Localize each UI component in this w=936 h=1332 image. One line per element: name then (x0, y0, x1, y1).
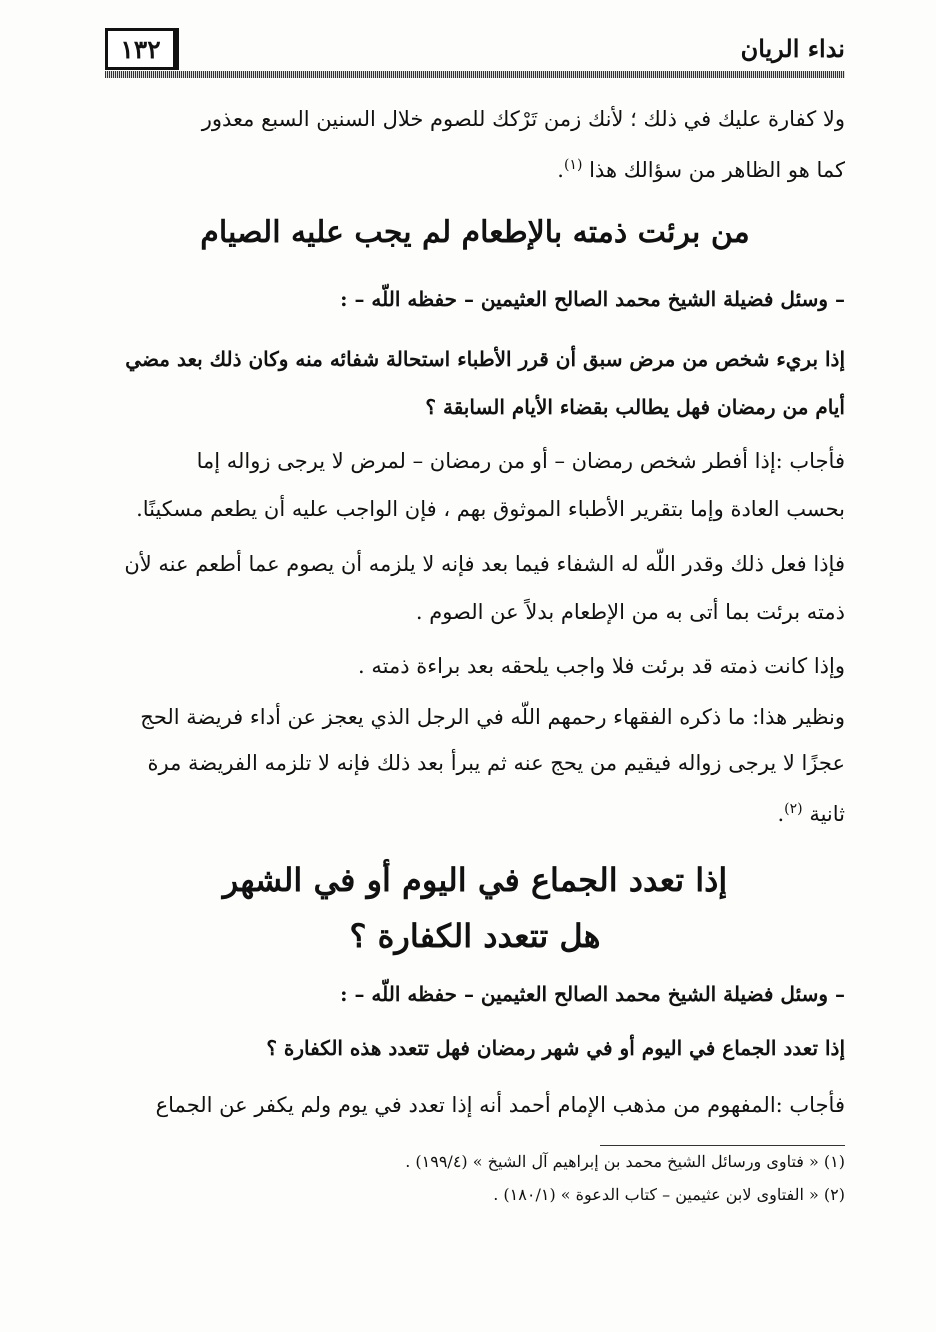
title-line: هل تتعدد الكفارة ؟ (349, 917, 601, 955)
paragraph (105, 694, 845, 832)
paragraph: وإذا كانت ذمته قد برئت فلا واجب يلحقه بعد براءة ذمته . (358, 654, 845, 678)
page-number: ١٣٢ (105, 28, 179, 70)
footnote-rule (600, 1145, 845, 1146)
text-line: كما هو الظاهر من سؤالك هذا $^{(١)}$. (557, 157, 845, 182)
question-text (105, 335, 845, 431)
question-intro: – وسئل فضيلة الشيخ محمد الصالح العثيمين – حفظه اللّه – : (340, 982, 845, 1006)
text-line: ونظير هذا: ما ذكره الفقهاء رحمهم اللّه في الرجل الذي يعجز عن أداء فريضة الحج (140, 705, 845, 729)
intro-paragraph (105, 96, 845, 188)
text-line: ذمته برئت بما أتى به من الإطعام بدلاً عن الصوم . (415, 600, 845, 624)
title-line: إذا تعدد الجماع في اليوم أو في الشهر (222, 861, 728, 899)
question-intro: – وسئل فضيلة الشيخ محمد الصالح العثيمين – حفظه اللّه – : (340, 287, 845, 311)
text-line: إذا بريء شخص من مرض سبق أن قرر الأطباء استحالة شفائه منه وكان ذلك بعد مضي (125, 347, 845, 371)
section-title (105, 852, 845, 964)
answer-paragraph: فأجاب :المفهوم من مذهب الإمام أحمد أنه إذا تعدد في يوم ولم يكفر عن الجماع (155, 1093, 845, 1117)
header-rule (105, 71, 845, 78)
text-line: أيام من رمضان فهل يطالب بقضاء الأيام السابقة ؟ (425, 395, 845, 419)
footnote-ref: (١) (563, 157, 583, 173)
running-title: نداء الريان (740, 34, 845, 63)
footnote: (١) « فتاوى ورسائل الشيخ محمد بن إبراهيم آل الشيخ » (١٩٩/٤) . (405, 1152, 845, 1171)
text-line: ولا كفارة عليك في ذلك ؛ لأنك زمن تَرْكك للصوم خلال السنين السبع معذور (201, 107, 845, 131)
text-line: بحسب العادة وإما بتقرير الأطباء الموثوق بهم ، فإن الواجب عليه أن يطعم مسكينًا. (136, 497, 845, 521)
question-text: إذا تعدد الجماع في اليوم أو في شهر رمضان فهل تتعدد هذه الكفارة ؟ (266, 1036, 845, 1060)
page-header (105, 28, 845, 78)
text-line: ثانية $^{(٢)}$. (777, 801, 845, 826)
section-title: من برئت ذمته بالإطعام لم يجب عليه الصيام (200, 215, 750, 250)
paragraph (105, 540, 845, 636)
footnote-ref: (٢) (784, 801, 803, 817)
text-line: عجزًا لا يرجى زواله فيقيم من يحج عنه ثم يبرأ بعد ذلك فإنه لا تلزمه الفريضة مرة (147, 751, 845, 775)
text-line: فأجاب :إذا أفطر شخص رمضان – أو من رمضان – لمرض لا يرجى زواله إما (196, 449, 845, 473)
answer-paragraph (105, 437, 845, 533)
footnote: (٢) « الفتاوى لابن عثيمين – كتاب الدعوة » (١٨٠/١) . (493, 1185, 845, 1204)
text-line: فإذا فعل ذلك وقدر اللّه له الشفاء فيما بعد فإنه لا يلزمه أن يصوم عما أطعم عنه لأن (124, 552, 845, 576)
